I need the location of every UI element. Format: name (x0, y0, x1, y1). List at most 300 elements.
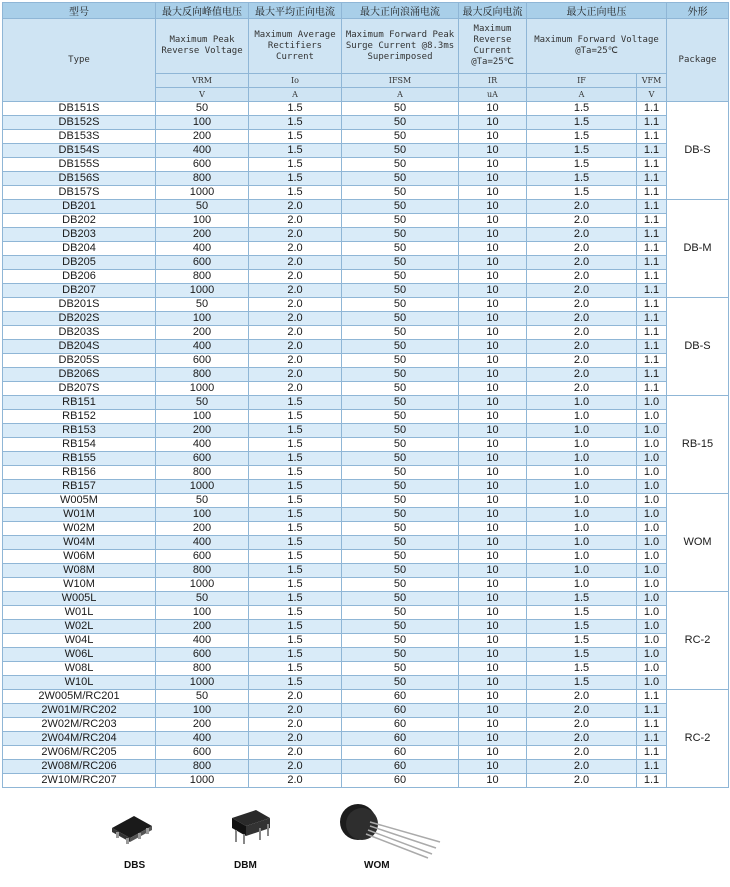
cell-ir: 10 (459, 480, 527, 494)
cell-vrrm: 100 (156, 312, 249, 326)
cell-ir: 10 (459, 172, 527, 186)
cell-if: 1.5 (527, 620, 637, 634)
cell-io: 1.5 (249, 410, 342, 424)
cell-ifsm: 50 (342, 256, 459, 270)
cell-ifsm: 50 (342, 578, 459, 592)
package-cell: RB-15 (667, 396, 729, 494)
cell-vfm: 1.1 (637, 102, 667, 116)
package-label-dbs: DBS (124, 860, 146, 871)
table-row (3, 676, 729, 690)
cell-vfm: 1.0 (637, 578, 667, 592)
header-en-ir: Maximum Reverse Current @Ta=25℃ (459, 19, 527, 74)
cell-ir: 10 (459, 452, 527, 466)
table-row (3, 732, 729, 746)
cell-vrrm: 1000 (156, 676, 249, 690)
cell-ifsm: 50 (342, 676, 459, 690)
cell-type: DB203S (3, 326, 156, 340)
cell-if: 1.5 (527, 648, 637, 662)
table-row (3, 746, 729, 760)
cell-vfm: 1.0 (637, 550, 667, 564)
cell-type: RB154 (3, 438, 156, 452)
cell-ir: 10 (459, 620, 527, 634)
cell-vrrm: 200 (156, 130, 249, 144)
cell-io: 1.5 (249, 396, 342, 410)
cell-ifsm: 50 (342, 312, 459, 326)
cell-io: 2.0 (249, 774, 342, 788)
package-cell: RC-2 (667, 592, 729, 690)
cell-vfm: 1.1 (637, 326, 667, 340)
cell-vfm: 1.1 (637, 354, 667, 368)
cell-ir: 10 (459, 718, 527, 732)
cell-if: 1.0 (527, 550, 637, 564)
table-row (3, 634, 729, 648)
cell-ifsm: 60 (342, 732, 459, 746)
cell-type: DB204 (3, 242, 156, 256)
table-row (3, 760, 729, 774)
header-en-io: Maximum Average Rectifiers Current (249, 19, 342, 74)
cell-io: 1.5 (249, 634, 342, 648)
cell-if: 2.0 (527, 214, 637, 228)
cell-type: DB201S (3, 298, 156, 312)
cell-io: 1.5 (249, 116, 342, 130)
cell-ir: 10 (459, 242, 527, 256)
cell-if: 1.0 (527, 564, 637, 578)
cell-ifsm: 50 (342, 172, 459, 186)
cell-vfm: 1.0 (637, 396, 667, 410)
table-row (3, 424, 729, 438)
table-row (3, 214, 729, 228)
cell-ir: 10 (459, 284, 527, 298)
cell-vfm: 1.0 (637, 606, 667, 620)
cell-if: 1.0 (527, 480, 637, 494)
cell-ifsm: 50 (342, 438, 459, 452)
cell-vrrm: 100 (156, 606, 249, 620)
cell-ir: 10 (459, 424, 527, 438)
cell-ifsm: 60 (342, 774, 459, 788)
cell-if: 1.0 (527, 452, 637, 466)
cell-vrrm: 100 (156, 410, 249, 424)
cell-type: DB207 (3, 284, 156, 298)
cell-vrrm: 100 (156, 214, 249, 228)
symbol-vfm: VFM (637, 74, 667, 88)
cell-if: 2.0 (527, 382, 637, 396)
cell-vrrm: 600 (156, 158, 249, 172)
cell-vrrm: 1000 (156, 480, 249, 494)
cell-ifsm: 50 (342, 536, 459, 550)
table-row (3, 522, 729, 536)
cell-ifsm: 50 (342, 480, 459, 494)
table-row (3, 494, 729, 508)
cell-vrrm: 1000 (156, 578, 249, 592)
cell-vfm: 1.0 (637, 592, 667, 606)
cell-ir: 10 (459, 606, 527, 620)
cell-vfm: 1.0 (637, 480, 667, 494)
package-cell: DB-S (667, 102, 729, 200)
table-row (3, 326, 729, 340)
cell-type: W02M (3, 522, 156, 536)
table-row (3, 284, 729, 298)
cell-io: 1.5 (249, 186, 342, 200)
cell-if: 2.0 (527, 340, 637, 354)
cell-ir: 10 (459, 340, 527, 354)
cell-io: 1.5 (249, 144, 342, 158)
cell-if: 1.0 (527, 410, 637, 424)
cell-ifsm: 50 (342, 634, 459, 648)
cell-vrrm: 400 (156, 732, 249, 746)
cell-if: 2.0 (527, 760, 637, 774)
cell-ir: 10 (459, 396, 527, 410)
cell-ifsm: 50 (342, 648, 459, 662)
cell-vrrm: 50 (156, 200, 249, 214)
cell-ifsm: 50 (342, 592, 459, 606)
cell-vfm: 1.1 (637, 116, 667, 130)
cell-vrrm: 600 (156, 256, 249, 270)
package-cell: WOM (667, 494, 729, 592)
table-row (3, 620, 729, 634)
table-row (3, 130, 729, 144)
package-label-dbm: DBM (234, 860, 257, 871)
cell-vfm: 1.1 (637, 690, 667, 704)
cell-if: 2.0 (527, 242, 637, 256)
cell-type: W08L (3, 662, 156, 676)
cell-type: DB156S (3, 172, 156, 186)
cell-io: 2.0 (249, 760, 342, 774)
cell-type: 2W08M/RC206 (3, 760, 156, 774)
cell-vrrm: 50 (156, 592, 249, 606)
cell-vfm: 1.1 (637, 144, 667, 158)
cell-type: 2W10M/RC207 (3, 774, 156, 788)
cell-ir: 10 (459, 368, 527, 382)
table-row (3, 690, 729, 704)
cell-vrrm: 800 (156, 662, 249, 676)
cell-ir: 10 (459, 158, 527, 172)
cell-if: 1.0 (527, 578, 637, 592)
cell-io: 2.0 (249, 326, 342, 340)
header-cn-vf: 最大正向电压 (527, 3, 667, 19)
cell-vfm: 1.1 (637, 130, 667, 144)
cell-type: W02L (3, 620, 156, 634)
cell-ifsm: 50 (342, 424, 459, 438)
cell-ifsm: 50 (342, 368, 459, 382)
cell-type: DB202 (3, 214, 156, 228)
cell-ir: 10 (459, 354, 527, 368)
cell-vfm: 1.0 (637, 564, 667, 578)
table-row (3, 256, 729, 270)
cell-type: DB206 (3, 270, 156, 284)
cell-vrrm: 400 (156, 242, 249, 256)
unit-vrm: V (156, 88, 249, 102)
table-row (3, 172, 729, 186)
cell-type: DB205 (3, 256, 156, 270)
cell-if: 1.5 (527, 634, 637, 648)
cell-type: DB154S (3, 144, 156, 158)
dbs-package-icon (108, 802, 156, 850)
cell-vrrm: 100 (156, 116, 249, 130)
cell-type: W01L (3, 606, 156, 620)
cell-io: 1.5 (249, 130, 342, 144)
header-en-package: Package (667, 19, 729, 102)
table-row (3, 480, 729, 494)
cell-io: 2.0 (249, 298, 342, 312)
cell-type: DB206S (3, 368, 156, 382)
cell-ifsm: 60 (342, 760, 459, 774)
cell-io: 1.5 (249, 452, 342, 466)
cell-type: DB207S (3, 382, 156, 396)
cell-ir: 10 (459, 228, 527, 242)
table-row (3, 550, 729, 564)
cell-if: 1.5 (527, 606, 637, 620)
cell-vrrm: 600 (156, 746, 249, 760)
cell-vrrm: 600 (156, 452, 249, 466)
cell-ir: 10 (459, 732, 527, 746)
cell-if: 1.5 (527, 158, 637, 172)
cell-ifsm: 50 (342, 144, 459, 158)
cell-vrrm: 50 (156, 102, 249, 116)
cell-vrrm: 1000 (156, 284, 249, 298)
cell-type: DB151S (3, 102, 156, 116)
cell-ir: 10 (459, 592, 527, 606)
cell-vfm: 1.0 (637, 536, 667, 550)
table-row (3, 298, 729, 312)
cell-ir: 10 (459, 536, 527, 550)
cell-type: W04M (3, 536, 156, 550)
table-row (3, 438, 729, 452)
cell-io: 1.5 (249, 550, 342, 564)
cell-type: 2W01M/RC202 (3, 704, 156, 718)
cell-io: 1.5 (249, 592, 342, 606)
cell-vfm: 1.1 (637, 774, 667, 788)
cell-io: 2.0 (249, 228, 342, 242)
table-row (3, 508, 729, 522)
table-row (3, 410, 729, 424)
cell-ifsm: 50 (342, 340, 459, 354)
cell-type: 2W06M/RC205 (3, 746, 156, 760)
cell-type: W06L (3, 648, 156, 662)
cell-if: 2.0 (527, 312, 637, 326)
cell-ifsm: 60 (342, 704, 459, 718)
cell-ir: 10 (459, 522, 527, 536)
table-row (3, 774, 729, 788)
cell-ifsm: 60 (342, 690, 459, 704)
cell-ifsm: 50 (342, 606, 459, 620)
cell-io: 2.0 (249, 256, 342, 270)
package-cell: DB-M (667, 200, 729, 298)
cell-vfm: 1.1 (637, 214, 667, 228)
cell-if: 1.0 (527, 508, 637, 522)
cell-ir: 10 (459, 466, 527, 480)
cell-vrrm: 50 (156, 494, 249, 508)
cell-vrrm: 400 (156, 340, 249, 354)
cell-vfm: 1.1 (637, 228, 667, 242)
cell-ifsm: 60 (342, 746, 459, 760)
cell-io: 1.5 (249, 620, 342, 634)
cell-if: 1.0 (527, 522, 637, 536)
cell-vfm: 1.0 (637, 522, 667, 536)
cell-type: RB155 (3, 452, 156, 466)
package-cell: RC-2 (667, 690, 729, 788)
cell-ir: 10 (459, 214, 527, 228)
table-row (3, 354, 729, 368)
cell-io: 2.0 (249, 214, 342, 228)
unit-if: A (527, 88, 637, 102)
cell-type: 2W005M/RC201 (3, 690, 156, 704)
table-row (3, 704, 729, 718)
cell-if: 2.0 (527, 704, 637, 718)
cell-io: 2.0 (249, 718, 342, 732)
cell-if: 1.5 (527, 662, 637, 676)
table-row (3, 452, 729, 466)
package-cell: DB-S (667, 298, 729, 396)
cell-ifsm: 60 (342, 718, 459, 732)
cell-ifsm: 50 (342, 382, 459, 396)
cell-if: 2.0 (527, 746, 637, 760)
cell-ir: 10 (459, 186, 527, 200)
cell-type: W10L (3, 676, 156, 690)
cell-ir: 10 (459, 690, 527, 704)
cell-vfm: 1.1 (637, 340, 667, 354)
symbol-ir: IR (459, 74, 527, 88)
cell-vfm: 1.1 (637, 746, 667, 760)
cell-io: 2.0 (249, 312, 342, 326)
table-row (3, 662, 729, 676)
cell-ifsm: 50 (342, 522, 459, 536)
cell-if: 2.0 (527, 256, 637, 270)
unit-ifsm: A (342, 88, 459, 102)
cell-type: RB152 (3, 410, 156, 424)
cell-type: W08M (3, 564, 156, 578)
spec-table-body (3, 102, 729, 788)
header-cn-package: 外形 (667, 3, 729, 19)
cell-if: 2.0 (527, 200, 637, 214)
cell-ir: 10 (459, 662, 527, 676)
cell-vrrm: 400 (156, 144, 249, 158)
cell-ifsm: 50 (342, 130, 459, 144)
cell-type: W01M (3, 508, 156, 522)
cell-type: RB153 (3, 424, 156, 438)
cell-ifsm: 50 (342, 452, 459, 466)
cell-vrrm: 200 (156, 522, 249, 536)
table-row (3, 186, 729, 200)
cell-ifsm: 50 (342, 102, 459, 116)
cell-if: 2.0 (527, 774, 637, 788)
cell-vfm: 1.1 (637, 256, 667, 270)
package-drawings (0, 790, 730, 887)
cell-type: W10M (3, 578, 156, 592)
cell-type: W04L (3, 634, 156, 648)
cell-vfm: 1.0 (637, 648, 667, 662)
cell-io: 1.5 (249, 536, 342, 550)
table-row (3, 116, 729, 130)
cell-io: 1.5 (249, 662, 342, 676)
cell-io: 2.0 (249, 732, 342, 746)
cell-if: 1.5 (527, 144, 637, 158)
cell-ir: 10 (459, 704, 527, 718)
cell-ifsm: 50 (342, 396, 459, 410)
cell-vrrm: 100 (156, 704, 249, 718)
cell-vrrm: 800 (156, 172, 249, 186)
cell-io: 1.5 (249, 606, 342, 620)
symbol-ifsm: IFSM (342, 74, 459, 88)
cell-type: DB157S (3, 186, 156, 200)
table-row (3, 368, 729, 382)
cell-ir: 10 (459, 578, 527, 592)
cell-ifsm: 50 (342, 270, 459, 284)
table-row (3, 242, 729, 256)
header-en-type: Type (3, 19, 156, 102)
cell-ifsm: 50 (342, 116, 459, 130)
cell-ir: 10 (459, 382, 527, 396)
cell-io: 1.5 (249, 466, 342, 480)
cell-ifsm: 50 (342, 466, 459, 480)
cell-ir: 10 (459, 508, 527, 522)
cell-vrrm: 200 (156, 620, 249, 634)
cell-ir: 10 (459, 746, 527, 760)
cell-io: 1.5 (249, 522, 342, 536)
dbm-package-icon (226, 806, 276, 846)
cell-type: DB204S (3, 340, 156, 354)
cell-vfm: 1.1 (637, 270, 667, 284)
table-row (3, 536, 729, 550)
cell-if: 2.0 (527, 368, 637, 382)
header-cn-ifsm: 最大正向浪涌电流 (342, 3, 459, 19)
cell-vrrm: 800 (156, 466, 249, 480)
cell-io: 2.0 (249, 746, 342, 760)
cell-ir: 10 (459, 564, 527, 578)
unit-ir: uA (459, 88, 527, 102)
cell-type: DB203 (3, 228, 156, 242)
cell-type: W005L (3, 592, 156, 606)
cell-type: DB202S (3, 312, 156, 326)
header-cn-vrrm: 最大反向峰值电压 (156, 3, 249, 19)
table-row (3, 200, 729, 214)
cell-if: 1.5 (527, 130, 637, 144)
cell-io: 1.5 (249, 438, 342, 452)
cell-ir: 10 (459, 298, 527, 312)
cell-ifsm: 50 (342, 508, 459, 522)
cell-type: 2W02M/RC203 (3, 718, 156, 732)
cell-vfm: 1.0 (637, 410, 667, 424)
cell-vfm: 1.1 (637, 368, 667, 382)
cell-io: 2.0 (249, 200, 342, 214)
cell-vfm: 1.1 (637, 718, 667, 732)
cell-vfm: 1.0 (637, 634, 667, 648)
table-row (3, 396, 729, 410)
cell-if: 1.0 (527, 396, 637, 410)
cell-ifsm: 50 (342, 550, 459, 564)
cell-ir: 10 (459, 130, 527, 144)
cell-ir: 10 (459, 116, 527, 130)
cell-ifsm: 50 (342, 200, 459, 214)
cell-if: 2.0 (527, 718, 637, 732)
symbol-if: IF (527, 74, 637, 88)
cell-io: 1.5 (249, 648, 342, 662)
unit-io: A (249, 88, 342, 102)
cell-io: 1.5 (249, 480, 342, 494)
cell-vrrm: 200 (156, 424, 249, 438)
cell-vrrm: 400 (156, 438, 249, 452)
cell-ifsm: 50 (342, 298, 459, 312)
header-en-vf: Maximum Forward Voltage @Ta=25℃ (527, 19, 667, 74)
cell-io: 1.5 (249, 676, 342, 690)
cell-ir: 10 (459, 256, 527, 270)
table-row (3, 340, 729, 354)
cell-ifsm: 50 (342, 186, 459, 200)
cell-vfm: 1.1 (637, 242, 667, 256)
cell-vrrm: 800 (156, 270, 249, 284)
cell-vfm: 1.0 (637, 676, 667, 690)
cell-ir: 10 (459, 438, 527, 452)
cell-type: RB156 (3, 466, 156, 480)
